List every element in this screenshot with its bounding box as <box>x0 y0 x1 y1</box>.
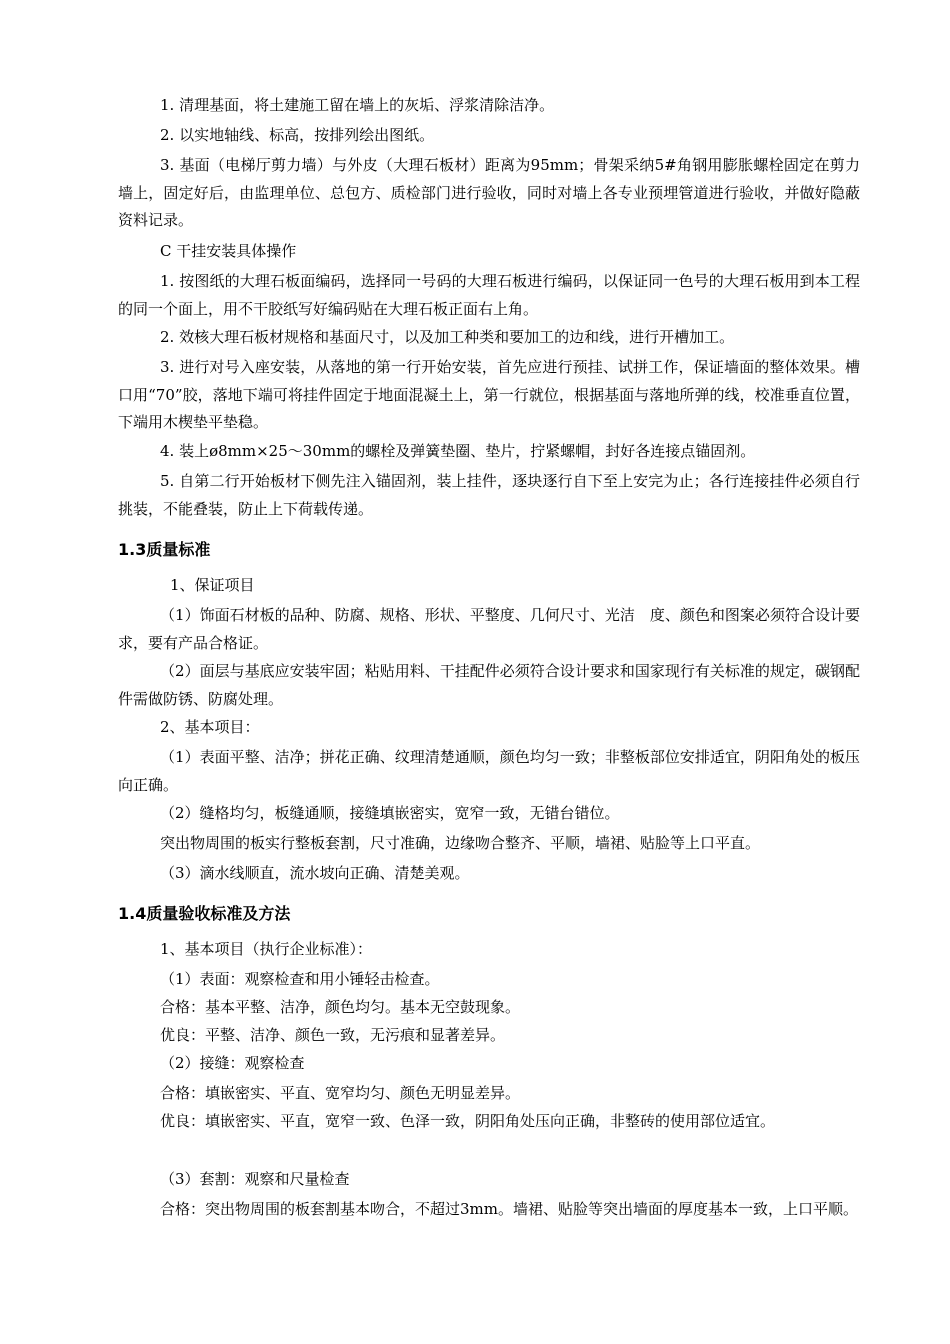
paragraph-bolts: 4. 装上ø8mm×25～30mm的螺栓及弹簧垫圈、垫片，拧紧螺帽，封好各连接点锚固剂。 <box>160 442 756 460</box>
paragraph-cut-check: （3）套割：观察和尺量检查 <box>160 1170 350 1188</box>
paragraph-joint-check: （2）接缝：观察检查 <box>160 1054 305 1072</box>
heading-quality-standard: 1.3质量标准 <box>118 540 211 559</box>
paragraph-cut-pass: 合格：突出物周围的板套割基本吻合，不超过3mm。墙裙、贴脸等突出墙面的厚度基本一致，上口平顺。 <box>160 1200 858 1218</box>
paragraph-surface-check: （1）表面：观察检查和用小锤轻击检查。 <box>160 970 440 988</box>
subheading-basic-items: 2、基本项目： <box>160 718 260 736</box>
subheading-guarantee-items: 1、保证项目 <box>170 576 255 594</box>
paragraph-basic-2: （2）缝格均匀，板缝通顺，接缝填嵌密实，宽窄一致，无错台错位。 <box>160 804 620 822</box>
subheading-enterprise-standard: 1、基本项目（执行企业标准）： <box>160 940 373 958</box>
paragraph-basic-3: （3）滴水线顺直，流水坡向正确、清楚美观。 <box>160 864 470 882</box>
paragraph-guarantee-1: （1）饰面石材板的品种、防腐、规格、形状、平整度、几何尺寸、光洁 度、颜色和图案必须符合设计要求，要有产品合格证。 <box>118 606 860 652</box>
paragraph-cutting: 突出物周围的板实行整板套割，尺寸准确，边缘吻合整齐、平顺，墙裙、贴脸等上口平直。 <box>160 834 761 852</box>
paragraph-guarantee-2: （2）面层与基底应安装牢固；粘贴用料、干挂配件必须符合设计要求和国家现行有关标准的规定，碳钢配件需做防锈、防腐处理。 <box>118 662 860 708</box>
paragraph-joint-excellent: 优良：填嵌密实、平直，宽窄一致、色泽一致，阴阳角处压向正确，非整砖的使用部位适宜。 <box>160 1112 776 1130</box>
paragraph-surface-pass: 合格：基本平整、洁净，颜色均匀。基本无空鼓现象。 <box>160 998 521 1016</box>
paragraph-check-size: 2. 效核大理石板材规格和基面尺寸，以及加工种类和要加工的边和线，进行开槽加工。 <box>160 328 735 346</box>
heading-acceptance-standard: 1.4质量验收标准及方法 <box>118 904 291 923</box>
paragraph-coding: 1. 按图纸的大理石板面编码，选择同一号码的大理石板进行编码，以保证同一色号的大理石板用到本工程的同一个面上，用不干胶纸写好编码贴在大理石板正面右上角。 <box>118 272 860 318</box>
paragraph-joint-pass: 合格：填嵌密实、平直、宽窄均匀、颜色无明显差异。 <box>160 1084 521 1102</box>
paragraph-install-order: 3. 进行对号入座安装，从落地的第一行开始安装，首先应进行预挂、试拼工作，保证墙面的整体效果。槽口用“70”胶，落地下端可将挂件固定于地面混凝土上，第一行就位，根据基面与落地所弹的线，校准垂直位置，下端用木楔垫平垫稳。 <box>118 358 860 431</box>
paragraph-clean-base: 1. 清理基面，将土建施工留在墙上的灰垢、浮浆清除洁净。 <box>160 96 555 114</box>
paragraph-second-row: 5. 自第二行开始板材下侧先注入锚固剂，装上挂件，逐块逐行自下至上安完为止；各行连接挂件必须自行挑装，不能叠装，防止上下荷载传递。 <box>118 472 860 518</box>
section-title-dry-hanging: C 干挂安装具体操作 <box>160 242 297 260</box>
paragraph-draw-layout: 2. 以实地轴线、标高，按排列绘出图纸。 <box>160 126 435 144</box>
paragraph-frame-fixing: 3. 基面（电梯厅剪力墙）与外皮（大理石板材）距离为95mm；骨架采纳5#角钢用膨胀螺栓固定在剪力墙上，固定好后，由监理单位、总包方、质检部门进行验收，同时对墙上各专业预埋管道进行验收，并做好隐蔽资料记录。 <box>118 156 860 229</box>
paragraph-basic-1: （1）表面平整、洁净；拼花正确、纹理清楚通顺，颜色均匀一致；非整板部位安排适宜，阴阳角处的板压向正确。 <box>118 748 860 794</box>
paragraph-surface-excellent: 优良：平整、洁净、颜色一致，无污痕和显著差异。 <box>160 1026 506 1044</box>
